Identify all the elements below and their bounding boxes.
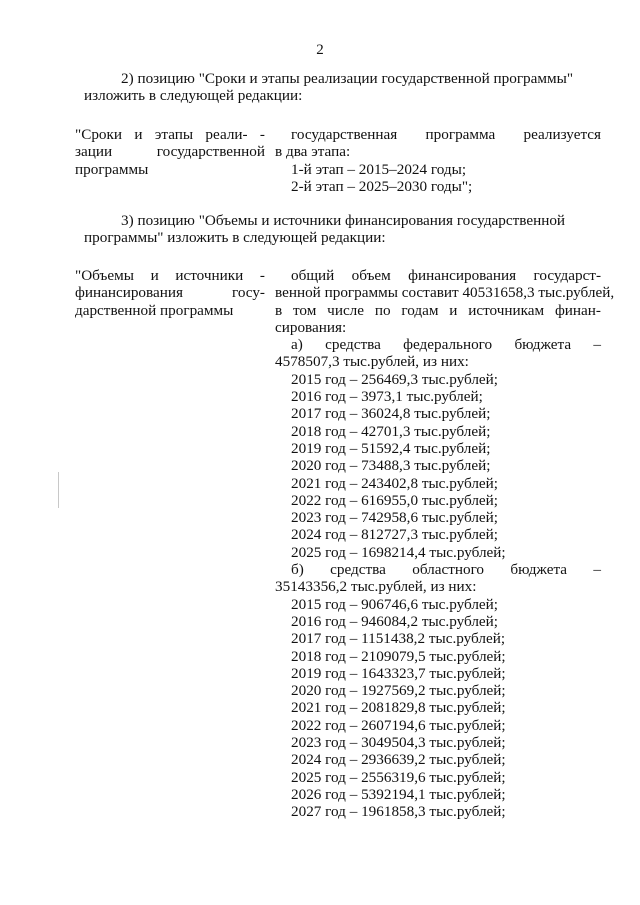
- item-3-line-2: программы" изложить в следующей редакции:: [84, 229, 386, 247]
- funding-intro-line: в том числе по годам и источникам финан-: [275, 301, 601, 319]
- terms-label-line: зации государственной: [75, 143, 265, 161]
- item-3-paragraph: [84, 212, 604, 247]
- regional-year-amount: 2023 год – 3049504,3 тыс.рублей;: [291, 734, 506, 752]
- federal-year-amount: 2018 год – 42701,3 тыс.рублей;: [291, 422, 491, 440]
- regional-budget-heading: б) средства областного бюджета –: [291, 561, 601, 579]
- funding-label-line: "Объемы и источники -: [75, 267, 265, 284]
- terms-stages-value: [275, 126, 601, 195]
- terms-label-line: "Сроки и этапы реали- -: [75, 126, 265, 143]
- regional-year-amount: 2018 год – 2109079,5 тыс.рублей;: [291, 647, 506, 665]
- federal-year-amount: 2023 год – 742958,6 тыс.рублей;: [291, 509, 499, 527]
- regional-year-amount: 2015 год – 906746,6 тыс.рублей;: [291, 595, 499, 613]
- federal-year-amount: 2019 год – 51592,4 тыс.рублей;: [291, 439, 491, 457]
- federal-budget-total: 4578507,3 тыс.рублей, из них:: [275, 353, 469, 371]
- funding-label: [75, 267, 265, 319]
- federal-year-amount: 2024 год – 812727,3 тыс.рублей;: [291, 526, 499, 544]
- item-2-paragraph: [84, 70, 604, 105]
- stage-2: 2-й этап – 2025–2030 годы";: [291, 177, 473, 195]
- regional-year-amount: 2027 год – 1961858,3 тыс.рублей;: [291, 803, 506, 821]
- regional-year-amount: 2019 год – 1643323,7 тыс.рублей;: [291, 664, 506, 682]
- regional-budget-total: 35143356,2 тыс.рублей, из них:: [275, 578, 477, 596]
- federal-year-amount: 2015 год – 256469,3 тыс.рублей;: [291, 370, 499, 388]
- regional-years-list: [275, 596, 601, 821]
- funding-label-line: финансирования госу-: [75, 284, 265, 302]
- federal-year-amount: 2016 год – 3973,1 тыс.рублей;: [291, 388, 483, 406]
- regional-year-amount: 2021 год – 2081829,8 тыс.рублей;: [291, 699, 506, 717]
- funding-intro-line: общий объем финансирования государст-: [291, 267, 601, 284]
- federal-year-amount: 2020 год – 73488,3 тыс.рублей;: [291, 457, 491, 475]
- item-2-line-2: изложить в следующей редакции:: [84, 87, 303, 105]
- regional-year-amount: 2024 год – 2936639,2 тыс.рублей;: [291, 751, 506, 769]
- federal-year-amount: 2025 год – 1698214,4 тыс.рублей;: [291, 543, 506, 561]
- item-3-line-1: 3) позицию "Объемы и источники финансирования государственной: [121, 212, 566, 229]
- stage-1: 1-й этап – 2015–2024 годы;: [291, 160, 467, 178]
- funding-label-line: дарственной программы: [75, 301, 234, 319]
- terms-value-line: в два этапа:: [275, 143, 351, 161]
- regional-year-amount: 2025 год – 2556319,6 тыс.рублей;: [291, 768, 506, 786]
- regional-year-amount: 2020 год – 1927569,2 тыс.рублей;: [291, 682, 506, 700]
- regional-year-amount: 2026 год – 5392194,1 тыс.рублей;: [291, 785, 506, 803]
- scan-artifact: [58, 472, 59, 508]
- regional-year-amount: 2022 год – 2607194,6 тыс.рублей;: [291, 716, 506, 734]
- federal-budget-heading: а) средства федерального бюджета –: [291, 336, 601, 354]
- federal-year-amount: 2017 год – 36024,8 тыс.рублей;: [291, 405, 491, 423]
- terms-value-line: государственная программа реализуется: [291, 126, 601, 143]
- regional-year-amount: 2016 год – 946084,2 тыс.рублей;: [291, 612, 499, 630]
- federal-year-amount: 2021 год – 243402,8 тыс.рублей;: [291, 474, 499, 492]
- regional-year-amount: 2017 год – 1151438,2 тыс.рублей;: [291, 630, 506, 648]
- item-2-line-1: 2) позицию "Сроки и этапы реализации государственной программы": [121, 70, 574, 87]
- federal-year-amount: 2022 год – 616955,0 тыс.рублей;: [291, 491, 499, 509]
- funding-intro-line: сирования:: [275, 318, 347, 336]
- page-number: 2: [316, 42, 324, 58]
- terms-stages-label: [75, 126, 265, 178]
- terms-label-line: программы: [75, 160, 149, 178]
- funding-value: [275, 267, 615, 821]
- federal-years-list: [275, 371, 601, 561]
- funding-intro-line: венной программы составит 40531658,3 тыс.рублей,: [275, 284, 615, 302]
